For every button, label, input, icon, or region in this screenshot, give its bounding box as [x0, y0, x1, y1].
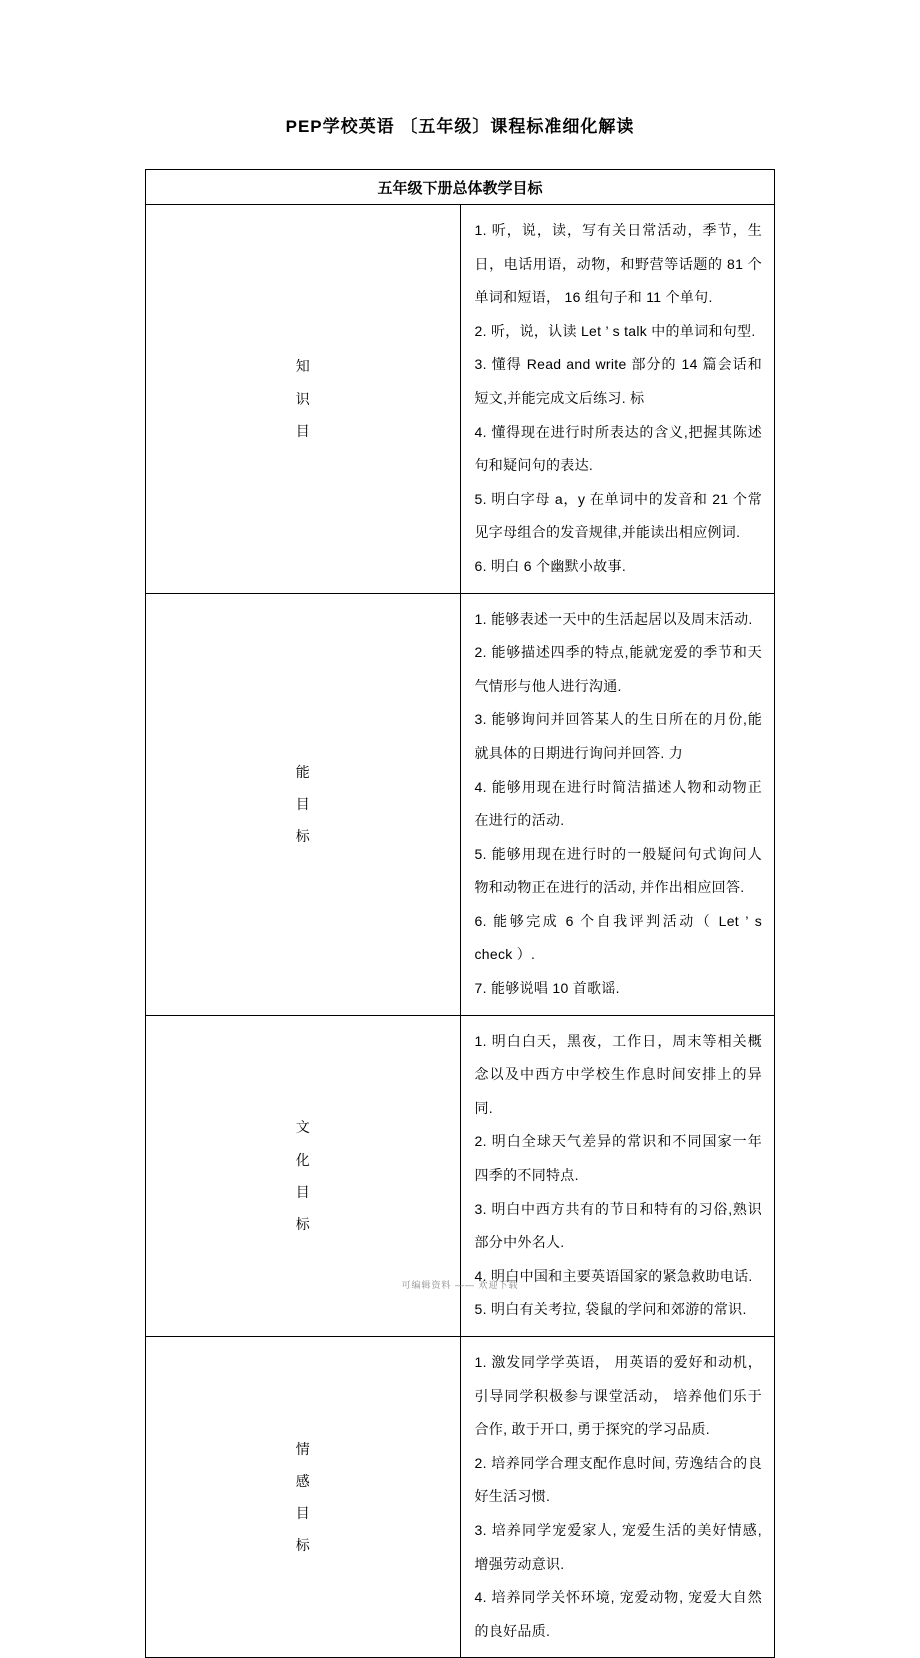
goal-item: 4. 明白中国和主要英语国家的紧急救助电话. [474, 1267, 753, 1284]
section-label [146, 1337, 461, 1658]
goals-table-body [146, 205, 775, 1658]
section-label [146, 205, 461, 594]
table-header: 五年级下册总体教学目标 [146, 170, 775, 205]
goal-item: 1. 明白白天，黑夜，工作日，周末等相关概念以及中西方中学校生作息时间安排上的异同. [474, 1032, 762, 1116]
section-label-text: 能目标 [295, 763, 310, 845]
page-title: PEP学校英语 〔五年级〕课程标准细化解读 [285, 117, 635, 136]
goal-item: 3. 能够询问并回答某人的生日所在的月份,能就具体的日期进行询问并回答. 力 [474, 711, 762, 761]
table-row [146, 1337, 775, 1658]
goal-item: 1. 听，说，读，写有关日常活动，季节，生日，电话用语，动物，和野营等话题的 81 个单词和短语， 16 组句子和 11 个单句. [474, 222, 762, 306]
section-label-text: 文化目标 [295, 1119, 310, 1233]
goal-item: 1. 能够表述一天中的生活起居以及周末活动. [474, 610, 753, 627]
section-label-text: 情感目标 [295, 1440, 310, 1554]
table-row [146, 205, 775, 594]
goal-item: 2. 培养同学合理支配作息时间, 劳逸结合的良好生活习惯. [474, 1454, 762, 1505]
goal-item: 2. 明白全球天气差异的常识和不同国家一年四季的不同特点. [474, 1133, 762, 1184]
section-label-text: 知识目 [295, 358, 310, 439]
goal-item: 1. 激发同学学英语， 用英语的爱好和动机， 引导同学积极参与课堂活动， 培养他们乐于合作, 敢于开口, 勇于探究的学习品质. [474, 1354, 762, 1438]
goal-item: 2. 能够描述四季的特点,能就宠爱的季节和天气情形与他人进行沟通. [474, 644, 762, 694]
goal-item: 4. 懂得现在进行时所表达的含义,把握其陈述句和疑问句的表达. [474, 423, 762, 474]
goal-item: 5. 能够用现在进行时的一般疑问句式询问人物和动物正在进行的活动, 并作出相应回答. [474, 845, 762, 896]
table-row [146, 593, 775, 1015]
goal-item: 7. 能够说唱 10 首歌谣. [474, 980, 620, 997]
goal-item: 3. 培养同学宠爱家人, 宠爱生活的美好情感, 增强劳动意识. [474, 1521, 762, 1572]
goal-item: 4. 培养同学关怀环境, 宠爱动物, 宠爱大自然的良好品质. [474, 1589, 762, 1639]
section-content [460, 1337, 775, 1658]
goal-item: 3. 明白中西方共有的节日和特有的习俗,熟识部分中外名人. [474, 1200, 762, 1251]
goal-item: 6. 明白 6 个幽默小故事. [474, 557, 627, 574]
section-content [460, 205, 775, 594]
section-content [460, 593, 775, 1015]
goals-table [145, 169, 775, 1658]
section-label [146, 593, 461, 1015]
goal-item: 4. 能够用现在进行时简洁描述人物和动物正在进行的活动. [474, 778, 762, 829]
goal-item: 3. 懂得 Read and write 部分的 14 篇会话和短文,并能完成文后练习. 标 [474, 356, 762, 406]
goal-item: 5. 明白有关考拉, 袋鼠的学问和郊游的常识. [474, 1301, 747, 1318]
goal-item: 5. 明白字母 a，y 在单词中的发音和 21 个常见字母组合的发音规律,并能读出相应例词. [474, 490, 762, 541]
goal-item: 6. 能够完成 6 个自我评判活动（ Let ’ s check ）. [474, 912, 762, 963]
page-footer: 可编辑资料 —— 欢迎下载 [401, 1280, 519, 1290]
table-header-row [146, 170, 775, 205]
goal-item: 2. 听，说，认读 Let ’ s talk 中的单词和句型. [474, 322, 756, 339]
